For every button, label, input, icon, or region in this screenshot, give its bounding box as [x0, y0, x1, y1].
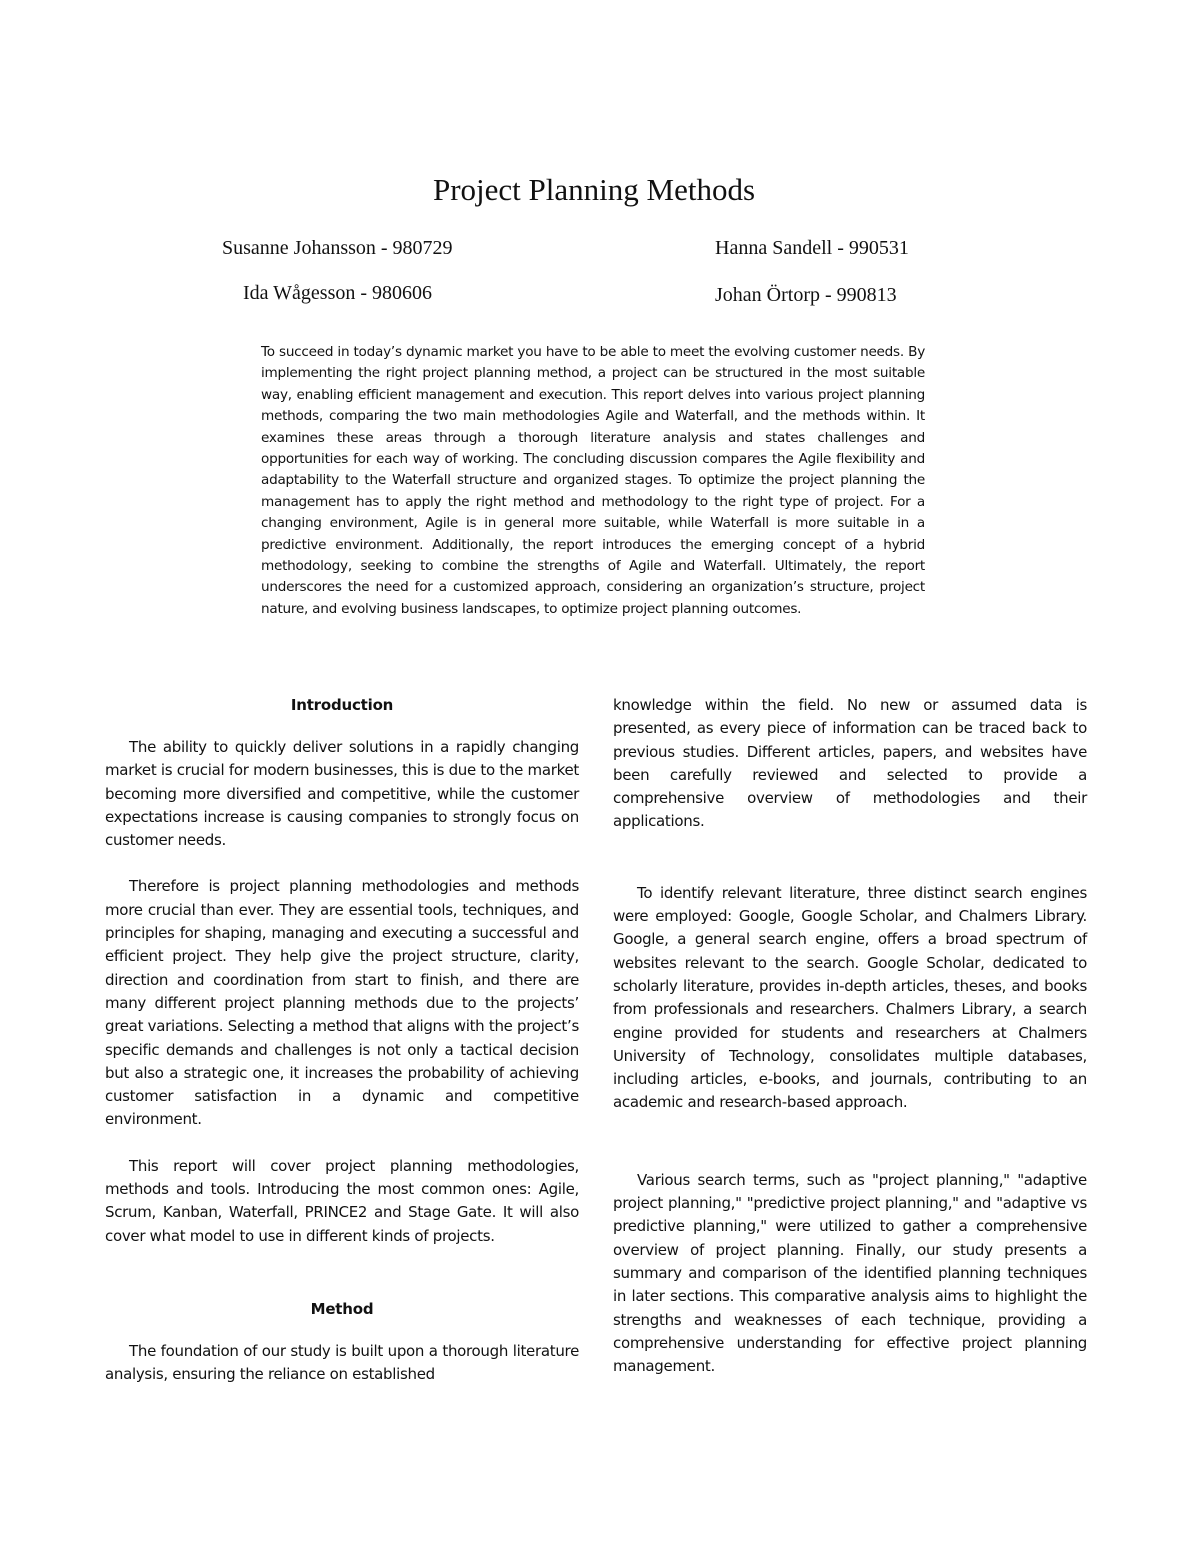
author-2: Hanna Sandell - 990531 — [715, 237, 909, 259]
method-paragraph-1-start: The foundation of our study is built upon a thorough literature analysis, ensuring the reliance on established — [105, 1341, 579, 1384]
abstract: To succeed in today’s dynamic market you have to be able to meet the evolving customer needs. By implementing the right project planning method, a project can be structured in the most suitable way, enabling efficient management and execution. This report delves into various project planning methods, comparing the two main methodologies Agile and Waterfall, and the methods within. It examines these areas through a thorough literature analysis and states challenges and opportunities for each way of working. The concluding discussion compares the Agile flexibility and adaptability to the Waterfall structure and organized stages. To optimize the project planning the management has to apply the right method and methodology to the right type of project. For a changing environment, Agile is in general more suitable, while Waterfall is more suitable in a predictive environment. Additionally, the report introduces the emerging concept of a hybrid methodology, seeking to combine the strengths of Agile and Waterfall. Ultimately, the report underscores the need for a customized approach, considering an organization’s structure, project nature, and evolving business landscapes, to optimize project planning outcomes. — [261, 344, 925, 617]
author-1: Susanne Johansson - 980729 — [222, 237, 453, 259]
section-heading-introduction: Introduction — [290, 696, 394, 714]
left-column — [105, 694, 579, 1387]
right-column — [613, 694, 1087, 1378]
paper-title: Project Planning Methods — [432, 172, 756, 207]
section-heading-method: Method — [310, 1299, 374, 1318]
method-paragraph-2: To identify relevant literature, three distinct search engines were employed: Google, Google Scholar, and Chalmers Library. Google, a general search engine, offers a broad spectrum of websites relevant to the search. Google Scholar, dedicated to scholarly literature, provides in-depth articles, theses, and books from professionals and researchers. Chalmers Library, a search engine provided for students and researchers at Chalmers University of Technology, consolidates multiple databases, including articles, e-books, and journals, contributing to an academic and research-based approach. — [613, 883, 1087, 1112]
intro-paragraph-1: The ability to quickly deliver solutions in a rapidly changing market is crucial for modern businesses, this is due to the market becoming more diversified and competitive, while the customer expectations increase is causing companies to strongly focus on customer needs. — [105, 738, 579, 850]
intro-paragraph-2: Therefore is project planning methodologies and methods more crucial than ever. They are essential tools, techniques, and principles for shaping, managing and executing a successful and efficient project. They help give the project structure, clarity, direction and coordination from start to finish, and there are many different project planning methods due to the projects’ great variations. Selecting a method that aligns with the project’s specific demands and challenges is not only a tactical decision but also a strategic one, it increases the probability of achieving customer satisfaction in a dynamic and competitive environment. — [105, 877, 579, 1129]
intro-paragraph-3: This report will cover project planning methodologies, methods and tools. Introducing the most common ones: Agile, Scrum, Kanban, Waterfall, PRINCE2 and Stage Gate. It will also cover what model to use in different kinds of projects. — [105, 1156, 579, 1245]
author-4: Johan Örtorp - 990813 — [715, 284, 897, 306]
author-3: Ida Wågesson - 980606 — [243, 282, 433, 304]
method-paragraph-1-continued: knowledge within the field. No new or assumed data is presented, as every piece of information can be traced back to previous studies. Different articles, papers, and websites have been carefully reviewed and selected to provide a comprehensive overview of methodologies and their applications. — [613, 696, 1087, 831]
method-paragraph-3: Various search terms, such as "project planning," "adaptive project planning," "predictive project planning," and "adaptive vs predictive planning," were utilized to gather a comprehensive overview of project planning. Finally, our study presents a summary and comparison of the identified planning techniques in later sections. This comparative analysis aims to highlight the strengths and weaknesses of each technique, providing a comprehensive understanding for effective project planning management. — [613, 1170, 1087, 1376]
